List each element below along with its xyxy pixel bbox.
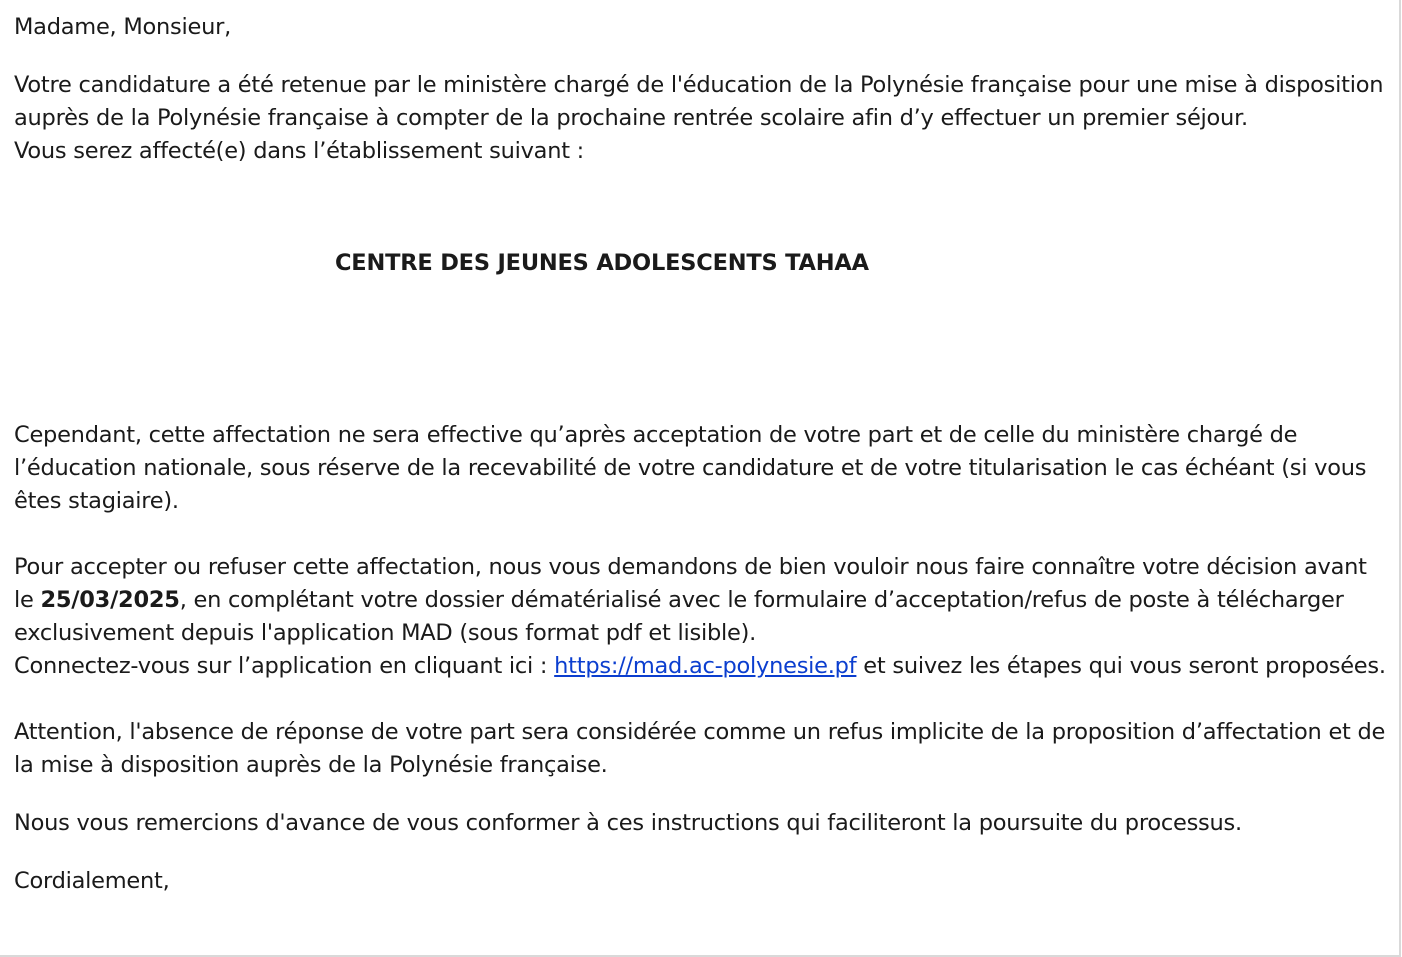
establishment-block: [14, 168, 1386, 419]
connect-text-after: et suivez les étapes qui vous seront proposées.: [856, 653, 1386, 679]
spacer: [14, 518, 1386, 551]
deadline-date: 25/03/2025: [40, 587, 180, 613]
connect-paragraph: [14, 650, 1386, 683]
deadline-text-before: Pour accepter ou refuser cette affectation, nous vous demandons de bien vouloir nous faire connaître votre décision avant le: [14, 554, 1374, 613]
spacer: [14, 840, 1386, 865]
establishment-name: CENTRE DES JEUNES ADOLESCENTS TAHAA: [335, 250, 869, 276]
warning-paragraph: Attention, l'absence de réponse de votre part sera considérée comme un refus implicite de la proposition d’affectation et de la mise à disposition auprès de la Polynésie française.: [14, 719, 1393, 778]
greeting: Madame, Monsieur,: [14, 14, 232, 40]
deadline-paragraph: [14, 551, 1386, 650]
assignment-intro: Vous serez affecté(e) dans l’établissement suivant :: [14, 138, 585, 164]
spacer: [14, 683, 1386, 716]
closing: Cordialement,: [14, 868, 170, 894]
intro-paragraph: Votre candidature a été retenue par le ministère chargé de l'éducation de la Polynésie française pour une mise à disposition auprès de la Polynésie française à compter de la prochaine rentrée scolaire afin d’y effectuer un premier séjour.: [14, 72, 1391, 131]
email-body: [14, 11, 1393, 898]
connect-text-before: Connectez-vous sur l’application en cliquant ici :: [14, 653, 555, 679]
application-link[interactable]: https://mad.ac-polynesie.pf: [554, 653, 857, 679]
deadline-text-after: , en complétant votre dossier dématérialisé avec le formulaire d’acceptation/refus de poste à télécharger exclusivement depuis l'application MAD (sous format pdf et lisible).: [14, 587, 1351, 646]
thanks-paragraph: Nous vous remercions d'avance de vous conformer à ces instructions qui faciliteront la poursuite du processus.: [14, 810, 1242, 836]
spacer: [14, 782, 1386, 807]
spacer: [14, 44, 1386, 69]
conditions-paragraph: Cependant, cette affectation ne sera effective qu’après acceptation de votre part et de celle du ministère chargé de l’éducation nationale, sous réserve de la recevabilité de votre candidature et de votre titularisation le cas échéant (si vous êtes stagiaire).: [14, 422, 1374, 514]
